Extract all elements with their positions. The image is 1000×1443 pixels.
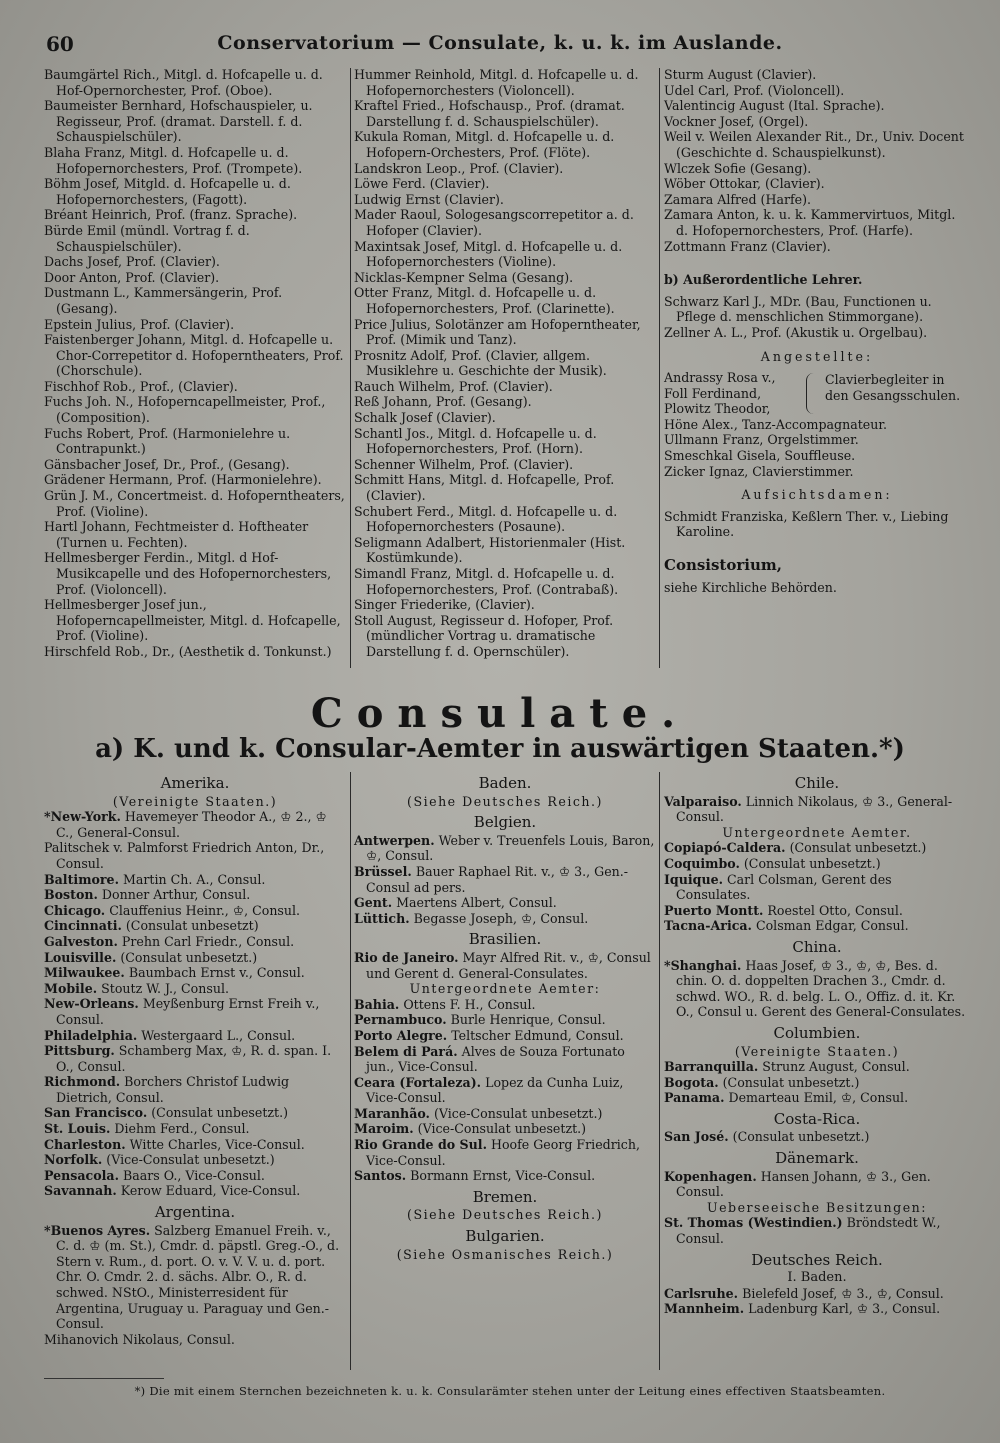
city-name: Maranhão. [354, 1105, 430, 1121]
consul-detail: Baumbach Ernst v., Consul. [128, 965, 305, 981]
list-entry: Kukula Roman, Mitgl. d. Hofcapelle u. d. Hofopern-Orchesters, Prof. (Flöte). [354, 129, 615, 160]
consulate-entry [664, 1169, 970, 1200]
consulate-entry [44, 1223, 346, 1332]
consul-detail: Colsman Edgar, Consul. [755, 918, 909, 934]
consul-detail: Westergaard L., Consul. [141, 1027, 296, 1043]
city-name: Puerto Montt. [664, 902, 764, 918]
list-entry: Weil v. Weilen Alexander Rit., Dr., Univ. Docent (Geschichte d. Schauspielkunst). [664, 129, 964, 160]
consulate-entry [44, 1121, 346, 1137]
country-heading: Costa-Rica. [773, 1109, 861, 1128]
city-name: Copiapó-Caldera. [664, 840, 786, 856]
consulate-entries [354, 833, 656, 927]
consul-detail: Lopez da Cunha Luiz, Vice-Consul. [366, 1074, 624, 1106]
city-name: Rio de Janeiro. [354, 949, 459, 965]
consul-detail: (Vice-Consulat unbesetzt.) [106, 1152, 275, 1168]
list-entry: Reß Johann, Prof. (Gesang). [354, 394, 532, 410]
consul-detail: Maertens Albert, Consul. [396, 895, 557, 911]
consul-detail: Kerow Eduard, Vice-Consul. [120, 1183, 301, 1199]
country-heading: Columbien. [773, 1023, 861, 1042]
list-entry: Schwarz Karl J., MDr. (Bau, Functionen u. Pflege d. menschlichen Stimmorgane). [664, 293, 932, 325]
city-name: Savannah. [44, 1183, 117, 1199]
list-entry: Dachs Josef, Prof. (Clavier). [44, 254, 220, 270]
consulate-entry [44, 981, 346, 997]
country-note: (Siehe Osmanisches Reich.) [396, 1246, 614, 1262]
consul-detail: Hoofe Georg Friedrich, Vice-Consul. [366, 1137, 640, 1168]
list-entry: Zamara Anton, k. u. k. Kammervirtuos, Mitgl. d. Hofopernorchesters, Prof. (Harfe). [664, 207, 956, 238]
list-entry: Singer Friederike, (Clavier). [354, 597, 535, 613]
consulate-entries [664, 1286, 970, 1317]
city-name: Charleston. [44, 1136, 126, 1152]
list-entry: Zottmann Franz (Clavier). [664, 238, 831, 254]
consulate-entry [44, 1105, 346, 1121]
consulate-entry [664, 856, 970, 872]
consulate-entry [44, 918, 346, 934]
list-entry: Schalk Josef (Clavier). [354, 410, 496, 426]
city-name: Chicago. [44, 902, 106, 918]
consistory-heading: Consistorium, [664, 556, 782, 575]
staff-list [664, 417, 970, 479]
consulate-entry [44, 840, 346, 871]
city-name: Pernambuco. [354, 1012, 447, 1028]
list-entry: Zellner A. L., Prof. (Akustik u. Orgelbau). [664, 324, 928, 340]
consul-detail: Borchers Christof Ludwig Dietrich, Consul. [56, 1074, 290, 1105]
consul-detail: Mayr Alfred Rit. v., ♔, Consul und Gerent d. General-Consulates. [366, 949, 651, 981]
consul-detail: Martin Ch. A., Consul. [122, 871, 266, 887]
country-heading: Brasilien. [468, 930, 542, 949]
consulate-entry [354, 997, 656, 1013]
footnote-rule [44, 1378, 164, 1379]
list-entry: Schantl Jos., Mitgl. d. Hofcapelle u. d. Hofopernorchesters, Prof. (Horn). [354, 425, 597, 457]
list-entry: Schubert Ferd., Mitgl. d. Hofcapelle u. d. Hofopernorchesters (Posaune). [354, 503, 618, 535]
country-note: (Vereinigte Staaten.) [112, 793, 278, 809]
consul-detail: (Consulat unbesetzt.) [732, 1129, 870, 1145]
consul-detail: Mihanovich Nikolaus, Consul. [44, 1331, 235, 1347]
city-name: San José. [664, 1129, 729, 1145]
country-heading: Bulgarien. [465, 1227, 545, 1246]
list-entry: Hummer Reinhold, Mitgl. d. Hofcapelle u. d. Hofopernorchesters (Violoncell). [354, 67, 639, 98]
consulate-entry [664, 794, 970, 825]
consulate-entry [354, 1137, 656, 1168]
accompanist-group [664, 370, 970, 417]
subordinate-heading: Ueberseeische Besitzungen: [706, 1199, 928, 1215]
city-name: Pittsburg. [44, 1043, 115, 1059]
consulate-entries [664, 1215, 970, 1246]
city-name: Gent. [354, 895, 393, 911]
column-divider [350, 68, 351, 668]
list-entry: Smeschkal Gisela, Souffleuse. [664, 448, 856, 464]
consulate-entry [354, 864, 656, 895]
list-entry: Maxintsak Josef, Mitgl. d. Hofcapelle u. d. Hofopernorchesters (Violine). [354, 238, 623, 270]
subordinate-heading: Untergeordnete Aemter: [409, 981, 601, 997]
consulate-entry [44, 1043, 346, 1074]
consul-detail: Stoutz W. J., Consul. [101, 980, 229, 996]
consulate-entry [354, 1121, 656, 1137]
consul-detail: Clauffenius Heinr., ♔, Consul. [109, 902, 301, 918]
list-entry: Plowitz Theodor, [664, 401, 771, 417]
conservatorium-left-column [44, 67, 346, 660]
consulate-entry [44, 809, 346, 840]
city-name: Barranquilla. [664, 1059, 759, 1075]
brace [806, 373, 821, 414]
list-entry: Fuchs Joh. N., Hofoperncapellmeister, Prof., (Composition). [44, 394, 326, 426]
list-entry: Hellmesberger Ferdin., Mitgl. d Hof-Musikcapelle und des Hofopernorchesters, Prof. (Violoncell). [44, 550, 332, 597]
column-divider [659, 68, 660, 668]
city-name: Kopenhagen. [664, 1168, 757, 1184]
consulate-entry [354, 950, 656, 981]
supervision-list: Schmidt Franziska, Keßlern Ther. v., Liebing Karoline. [664, 508, 949, 540]
city-name: Lüttich. [354, 910, 410, 926]
city-name: Philadelphia. [44, 1027, 138, 1043]
country-heading: Bremen. [472, 1187, 538, 1206]
consul-detail: (Vice-Consulat unbesetzt.) [417, 1121, 587, 1137]
page-title: Conservatorium — Consulate, k. u. k. im Auslande. [217, 32, 783, 54]
city-name: Brüssel. [354, 863, 412, 879]
list-entry: Udel Carl, Prof. (Violoncell). [664, 82, 845, 98]
consulate-entry [44, 965, 346, 981]
consul-detail: Alves de Souza Fortunato jun., Vice-Consul. [366, 1043, 625, 1075]
consulate-entry [44, 1152, 346, 1168]
consulate-entry [664, 872, 970, 903]
conservatorium-right-column [664, 67, 970, 595]
consul-detail: (Vice-Consulat unbesetzt.) [433, 1105, 603, 1121]
consul-detail: Bröndstedt W., Consul. [676, 1215, 941, 1247]
consulate-entries [664, 958, 970, 1020]
list-entry: Rauch Wilhelm, Prof. (Clavier). [354, 378, 553, 394]
city-name: Panama. [664, 1090, 725, 1106]
city-name: St. Louis. [44, 1121, 111, 1137]
accompanist-role: Clavierbegleiter in den Gesangsschulen. [825, 372, 961, 403]
list-entry: Ullmann Franz, Orgelstimmer. [664, 432, 859, 448]
city-name: St. Thomas (Westindien.) [664, 1215, 843, 1231]
consulate-left-column [44, 770, 346, 1347]
city-name: Baltimore. [44, 871, 119, 887]
list-entry: Höne Alex., Tanz-Accompagnateur. [664, 416, 887, 432]
list-entry: Ludwig Ernst (Clavier). [354, 191, 504, 207]
consul-detail: (Consulat unbesetzt.) [120, 949, 258, 965]
consul-detail: (Consulat unbesetzt) [125, 918, 259, 934]
consul-detail: Prehn Carl Friedr., Consul. [121, 933, 295, 949]
city-name: Bahia. [354, 996, 400, 1012]
consul-detail: Demarteau Emil, ♔, Consul. [728, 1090, 909, 1106]
extra-teacher-list [664, 294, 970, 341]
conservatorium-middle-column [354, 67, 656, 660]
country-heading: Belgien. [473, 813, 537, 832]
consistory-reference: siehe Kirchliche Behörden. [664, 579, 837, 595]
supervision-heading: Aufsichtsdamen: [741, 487, 893, 503]
list-entry: Seligmann Adalbert, Historienmaler (Hist. Kostümkunde). [354, 534, 626, 566]
country-heading: Baden. [478, 774, 532, 792]
list-entry: Blaha Franz, Mitgl. d. Hofcapelle u. d. Hofopernorchesters, Prof. (Trompete). [44, 144, 303, 176]
consulate-entries [44, 809, 346, 1199]
list-entry: Dustmann L., Kammersängerin, Prof. (Gesang). [44, 285, 283, 316]
consulate-entry [44, 1183, 346, 1199]
consulate-entries [664, 1059, 970, 1106]
consulate-entry [664, 1301, 970, 1317]
page-number: 60 [46, 32, 74, 56]
state-heading: I. Baden. [787, 1270, 847, 1286]
consul-detail: Strunz August, Consul. [762, 1059, 910, 1075]
consulate-entry [44, 1168, 346, 1184]
consulate-entry [44, 1028, 346, 1044]
consulate-entry [44, 1332, 346, 1348]
list-entry: Böhm Josef, Mitgld. d. Hofcapelle u. d. Hofopernorchesters, (Fagott). [44, 176, 291, 207]
country-heading: China. [792, 937, 842, 956]
list-entry: Löwe Ferd. (Clavier). [354, 176, 490, 192]
city-name: Santos. [354, 1168, 407, 1184]
consulate-entry [44, 887, 346, 903]
list-entry: Sturm August (Clavier). [664, 67, 817, 82]
consul-detail: Diehm Ferd., Consul. [114, 1121, 250, 1137]
consulate-entry [664, 958, 970, 1020]
consulate-entries [44, 1223, 346, 1348]
city-name: Richmond. [44, 1074, 121, 1090]
consulate-entry [44, 903, 346, 919]
consulate-middle-column [354, 770, 656, 1262]
list-entry: Hartl Johann, Fechtmeister d. Hoftheater (Turnen u. Fechten). [44, 519, 309, 550]
consulate-entry [664, 903, 970, 919]
consulate-entry [354, 1106, 656, 1122]
country-heading: Deutsches Reich. [751, 1250, 883, 1269]
consulate-entry [44, 934, 346, 950]
country-heading: Dänemark. [775, 1149, 859, 1168]
consul-detail: Baars O., Vice-Consul. [122, 1167, 265, 1183]
consul-detail: Linnich Nikolaus, ♔ 3., General-Consul. [676, 793, 953, 825]
consul-detail: Hansen Johann, ♔ 3., Gen. Consul. [676, 1168, 931, 1200]
consul-detail: Ladenburg Karl, ♔ 3., Consul. [748, 1301, 941, 1317]
consulate-entry [354, 911, 656, 927]
country-heading: Argentina. [154, 1203, 236, 1222]
consul-detail: Weber v. Treuenfels Louis, Baron, ♔, Consul. [366, 832, 655, 864]
list-entry: Schenner Wilhelm, Prof. (Clavier). [354, 456, 574, 472]
list-entry: Zamara Alfred (Harfe). [664, 191, 812, 207]
consul-detail: Ottens F. H., Consul. [403, 996, 536, 1012]
list-entry: Valentincig August (Ital. Sprache). [664, 98, 885, 114]
consulate-entry [44, 996, 346, 1027]
city-name: Carlsruhe. [664, 1285, 739, 1301]
consul-detail: Schamberg Max, ♔, R. d. span. I. O., Consul. [56, 1043, 332, 1074]
consul-detail: (Consulat unbesetzt.) [151, 1105, 289, 1121]
consul-detail: (Consulat unbesetzt.) [743, 855, 881, 871]
list-entry: Mader Raoul, Sologesangscorrepetitor a. d. Hofoper (Clavier). [354, 207, 634, 238]
country-heading: Chile. [794, 774, 840, 792]
consulate-entry [354, 1028, 656, 1044]
consul-detail: Teltscher Edmund, Consul. [451, 1027, 624, 1043]
consul-detail: Roestel Otto, Consul. [767, 902, 903, 918]
country-note: (Vereinigte Staaten.) [734, 1043, 900, 1059]
consulate-entries [664, 840, 970, 934]
city-name: Mannheim. [664, 1301, 745, 1317]
consulate-entries [354, 950, 656, 981]
city-name: Bogota. [664, 1074, 719, 1090]
city-name: Belem di Pará. [354, 1043, 458, 1059]
consulate-entry [664, 1215, 970, 1246]
consul-detail: (Consulat unbesetzt.) [722, 1074, 860, 1090]
consul-detail: (Consulat unbesetzt.) [789, 840, 927, 856]
consulate-entry [44, 1074, 346, 1105]
city-name: Antwerpen. [354, 832, 435, 848]
consulate-entry [664, 918, 970, 934]
city-name: *New-York. [44, 809, 121, 825]
consul-detail: Salzberg Emanuel Freih. v., C. d. ♔ (m. St.), Cmdr. d. päpstl. Greg.-O., d. Stern v. Rum., d. port. O. v. V. V. u. d. port. Chr. O. Cmdr. 2. d. sächs. Albr. O., R. d. schwed. NStO., Ministerresident für Argentina, Uruguay u. Paraguay und Gen.-Consul. [56, 1222, 340, 1332]
city-name: *Buenos Ayres. [44, 1222, 151, 1238]
list-entry: Andrassy Rosa v., [664, 370, 776, 386]
city-name: Maroim. [354, 1121, 414, 1137]
list-entry: Bürde Emil (mündl. Vortrag f. d. Schauspielschüler). [44, 222, 250, 254]
consul-detail: Donner Arthur, Consul. [101, 887, 251, 903]
list-entry: Otter Franz, Mitgl. d. Hofcapelle u. d. Hofopernorchesters, Prof. (Clarinette). [354, 285, 615, 316]
list-entry: Baumgärtel Rich., Mitgl. d. Hofcapelle u. d. Hof-Opernorchester, Prof. (Oboe). [44, 67, 323, 98]
consulate-entries [664, 1129, 970, 1145]
city-name: Iquique. [664, 871, 723, 887]
list-entry: Door Anton, Prof. (Clavier). [44, 269, 220, 285]
consul-detail: Carl Colsman, Gerent des Consulates. [676, 871, 892, 903]
city-name: New-Orleans. [44, 996, 139, 1012]
consulate-entry [44, 1137, 346, 1153]
city-name: Pensacola. [44, 1167, 119, 1183]
consulate-entry [664, 1090, 970, 1106]
list-entry: Epstein Julius, Prof. (Clavier). [44, 316, 235, 332]
city-name: Porto Alegre. [354, 1027, 448, 1043]
list-entry: Hirschfeld Rob., Dr., (Aesthetik d. Tonkunst.) [44, 643, 332, 659]
list-entry: Foll Ferdinand, [664, 385, 762, 401]
city-name: Valparaiso. [664, 793, 742, 809]
country-note: (Siehe Deutsches Reich.) [407, 1207, 603, 1223]
consulate-entry [354, 1044, 656, 1075]
list-entry: Nicklas-Kempner Selma (Gesang). [354, 269, 574, 285]
consul-detail: Meyßenburg Ernst Freih v., Consul. [56, 996, 320, 1027]
list-entry: Prosnitz Adolf, Prof. (Clavier, allgem. Musiklehre u. Geschichte der Musik). [354, 347, 607, 379]
subordinate-heading: Untergeordnete Aemter. [722, 824, 912, 840]
list-entry: Hellmesberger Josef jun., Hofoperncapellmeister, Mitgl. d. Hofcapelle, Prof. (Violine). [44, 597, 341, 644]
consulate-entry [354, 895, 656, 911]
list-entry: Stoll August, Regisseur d. Hofoper, Prof. (mündlicher Vortrag u. dramatische Darstellung f. d. Opernschüler). [354, 612, 614, 659]
city-name: Mobile. [44, 980, 98, 996]
list-entry: Landskron Leop., Prof. (Clavier). [354, 160, 564, 176]
section-heading: b) Außerordentliche Lehrer. [664, 272, 863, 288]
list-entry: Faistenberger Johann, Mitgl. d. Hofcapelle u. Chor-Correpetitor d. Hofoperntheaters, Prof. (Chorschule). [44, 332, 344, 379]
consul-detail: Bauer Raphael Rit. v., ♔ 3., Gen.-Consul ad pers. [366, 863, 629, 895]
city-name: San Francisco. [44, 1105, 148, 1121]
consulate-entry [354, 1012, 656, 1028]
column-divider [659, 772, 660, 1370]
staff-heading: Angestellte: [760, 348, 874, 364]
consulate-entry [664, 1129, 970, 1145]
consulate-title: Consulate. [310, 690, 690, 737]
consulate-right-column [664, 770, 970, 1317]
city-name: Ceara (Fortaleza). [354, 1074, 482, 1090]
list-entry: Vockner Josef, (Orgel). [664, 113, 809, 129]
city-name: Cincinnati. [44, 918, 122, 934]
consul-detail: Bielefeld Josef, ♔ 3., ♔, Consul. [742, 1285, 944, 1301]
consulate-entry [664, 840, 970, 856]
list-entry: Fischhof Rob., Prof., (Clavier). [44, 378, 238, 394]
consulate-entry [354, 1075, 656, 1106]
consul-detail: Burle Henrique, Consul. [450, 1012, 606, 1028]
list-entry: Grädener Hermann, Prof. (Harmonielehre). [44, 472, 322, 488]
page-header [30, 30, 970, 62]
list-entry: Schmitt Hans, Mitgl. d. Hofcapelle, Prof. (Clavier). [354, 472, 615, 504]
consul-detail: Witte Charles, Vice-Consul. [129, 1136, 305, 1152]
consul-detail: Havemeyer Theodor A., ♔ 2., ♔ C., General-Consul. [56, 809, 327, 840]
city-name: *Shanghai. [664, 957, 742, 973]
consulate-entries [354, 997, 656, 1184]
consulate-entries [664, 794, 970, 825]
consulate-entry [44, 872, 346, 888]
list-entry: Simandl Franz, Mitgl. d. Hofcapelle u. d. Hofopernorchesters, Prof. (Contrabaß). [354, 566, 619, 597]
list-entry: Fuchs Robert, Prof. (Harmonielehre u. Contrapunkt.) [44, 425, 291, 457]
list-entry: Price Julius, Solotänzer am Hofoperntheater, Prof. (Mimik und Tanz). [354, 316, 641, 348]
consulate-subtitle: a) K. und k. Consular-Aemter in auswärtigen Staaten.*) [95, 734, 905, 764]
city-name: Tacna-Arica. [664, 918, 752, 934]
teacher-list [664, 67, 970, 254]
footnote: *) Die mit einem Sternchen bezeichneten k. u. k. Consularämter stehen unter der Leitung eines effectiven Staatsbeamten. [134, 1384, 886, 1398]
city-name: Coquimbo. [664, 855, 740, 871]
consul-detail: Bormann Ernst, Vice-Consul. [410, 1168, 596, 1184]
list-entry: Bréant Heinrich, Prof. (franz. Sprache). [44, 207, 298, 223]
consulate-entry [44, 950, 346, 966]
city-name: Milwaukee. [44, 965, 125, 981]
accompanist-names [664, 370, 804, 417]
country-note: (Siehe Deutsches Reich.) [407, 793, 603, 809]
list-entry: Wöber Ottokar, (Clavier). [664, 176, 825, 192]
city-name: Louisville. [44, 949, 117, 965]
country-heading: Amerika. [160, 774, 230, 792]
city-name: Galveston. [44, 933, 118, 949]
list-entry: Zicker Ignaz, Clavierstimmer. [664, 463, 854, 479]
consulate-entry [664, 1286, 970, 1302]
city-name: Rio Grande do Sul. [354, 1137, 487, 1153]
column-divider [350, 772, 351, 1370]
consulate-entry [354, 1168, 656, 1184]
consul-detail: Haas Josef, ♔ 3., ♔, ♔, Bes. d. chin. O. d. doppelten Drachen 3., Cmdr. d. schwd. WO., R. d. belg. L. O., Offiz. d. it. Kr. O., Consul u. Gerent des General-Consulates. [676, 957, 966, 1020]
list-entry: Grün J. M., Concertmeist. d. Hofoperntheaters, Prof. (Violine). [44, 488, 345, 519]
consulate-entry [664, 1059, 970, 1075]
city-name: Boston. [44, 887, 98, 903]
list-entry: Kraftel Fried., Hofschausp., Prof. (dramat. Darstellung f. d. Schauspielschüler). [354, 98, 625, 129]
list-entry: Baumeister Bernhard, Hofschauspieler, u. Regisseur, Prof. (dramat. Darstell. f. d. Schauspielschüler). [44, 98, 313, 145]
consulate-entry [664, 1075, 970, 1091]
consul-detail: Begasse Joseph, ♔, Consul. [413, 910, 589, 926]
consulate-entries [664, 1169, 970, 1200]
list-entry: Gänsbacher Josef, Dr., Prof., (Gesang). [44, 456, 290, 472]
list-entry: Wlczek Sofie (Gesang). [664, 160, 812, 176]
city-name: Norfolk. [44, 1152, 103, 1168]
consul-detail: Palitschek v. Palmforst Friedrich Anton, Dr., Consul. [44, 840, 325, 871]
consulate-entry [354, 833, 656, 864]
